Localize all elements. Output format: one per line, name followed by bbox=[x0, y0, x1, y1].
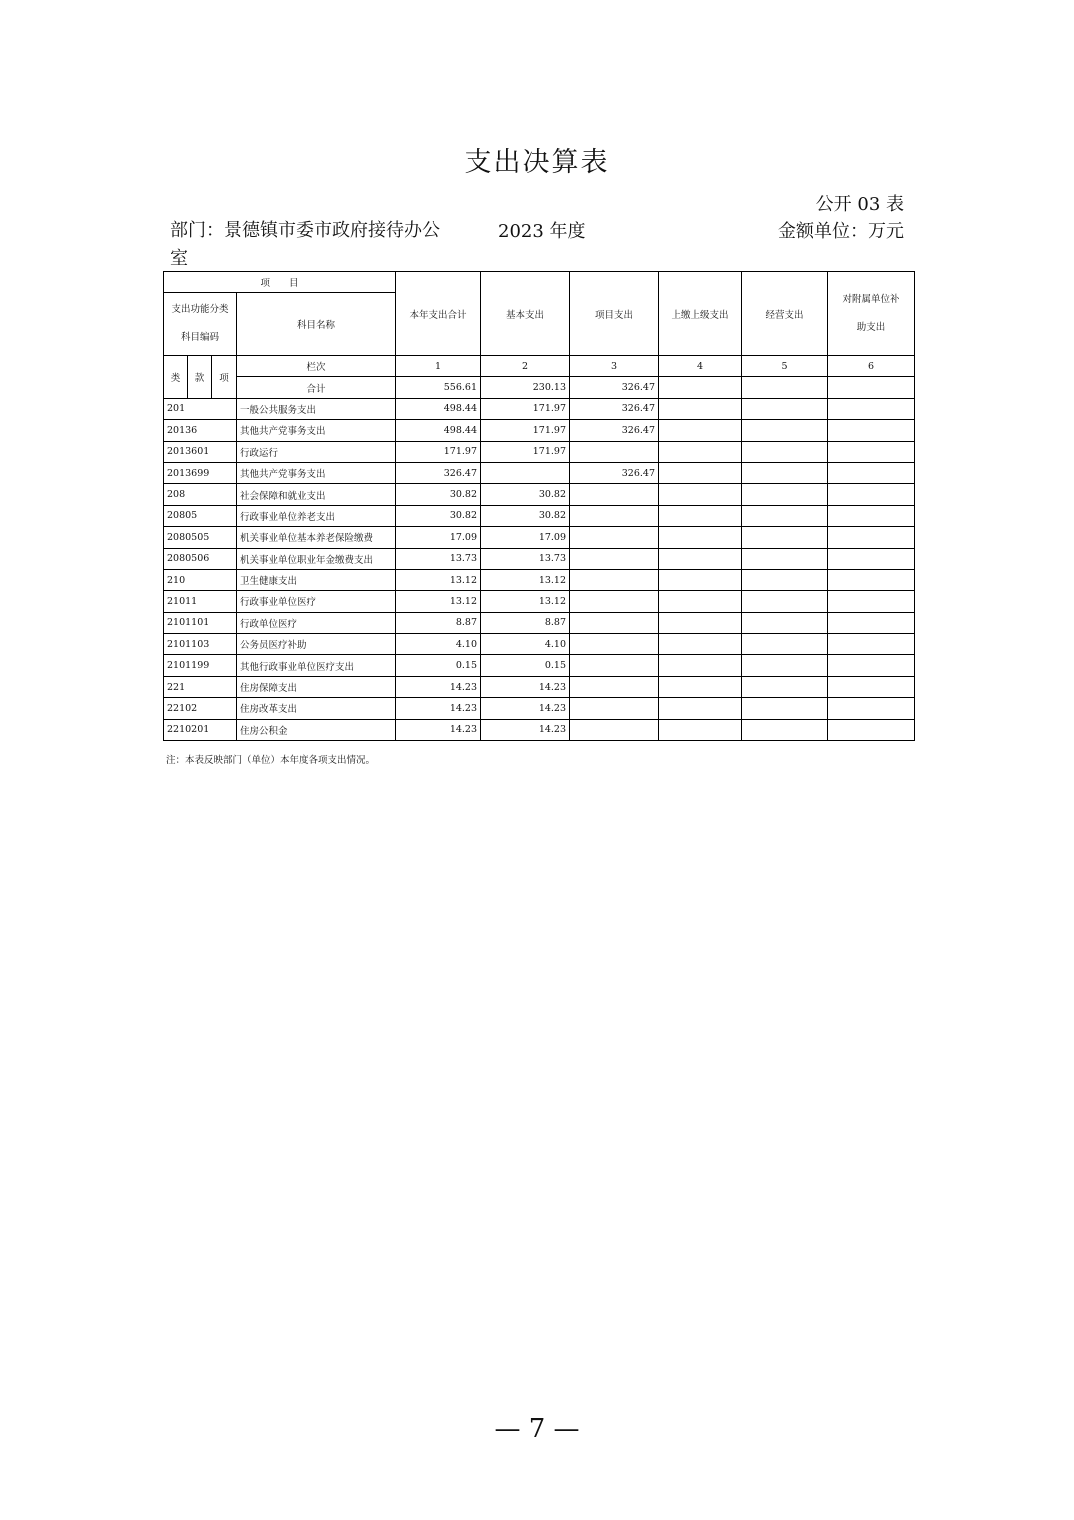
row-value: 171.97 bbox=[481, 420, 570, 441]
total-value: 326.47 bbox=[570, 377, 659, 398]
row-value bbox=[659, 612, 742, 633]
row-name: 机关事业单位职业年金缴费支出 bbox=[237, 548, 396, 569]
row-value: 498.44 bbox=[396, 420, 481, 441]
row-name: 卫生健康支出 bbox=[237, 569, 396, 590]
row-value: 8.87 bbox=[481, 612, 570, 633]
header-subject-name: 科目名称 bbox=[237, 293, 396, 356]
amount-unit: 金额单位：万元 bbox=[778, 221, 904, 242]
row-value: 4.10 bbox=[396, 634, 481, 655]
row-name: 住房改革支出 bbox=[237, 698, 396, 719]
row-value: 14.23 bbox=[396, 676, 481, 697]
total-value: 556.61 bbox=[396, 377, 481, 398]
row-name: 机关事业单位基本养老保险缴费 bbox=[237, 527, 396, 548]
row-value bbox=[828, 527, 915, 548]
total-value bbox=[828, 377, 915, 398]
row-code: 2101103 bbox=[164, 634, 237, 655]
row-code: 2013699 bbox=[164, 462, 237, 483]
row-value: 13.12 bbox=[481, 591, 570, 612]
row-value: 14.23 bbox=[396, 698, 481, 719]
row-value bbox=[659, 548, 742, 569]
row-value bbox=[828, 698, 915, 719]
row-value: 326.47 bbox=[570, 420, 659, 441]
department-label: 部门：景德镇市委市政府接待办公室 bbox=[170, 220, 440, 269]
table-row bbox=[164, 569, 915, 590]
row-code: 20136 bbox=[164, 420, 237, 441]
row-value bbox=[481, 462, 570, 483]
header-col-subsidy: 对附属单位补助支出 bbox=[828, 272, 915, 356]
row-value bbox=[659, 441, 742, 462]
row-value bbox=[570, 719, 659, 740]
row-value bbox=[570, 569, 659, 590]
row-value bbox=[828, 569, 915, 590]
row-value: 171.97 bbox=[481, 398, 570, 419]
table-row bbox=[164, 591, 915, 612]
row-value bbox=[659, 591, 742, 612]
row-value bbox=[828, 676, 915, 697]
row-value bbox=[828, 612, 915, 633]
row-value bbox=[828, 634, 915, 655]
row-code: 221 bbox=[164, 676, 237, 697]
row-value bbox=[828, 420, 915, 441]
row-code: 210 bbox=[164, 569, 237, 590]
header-col-basic: 基本支出 bbox=[481, 272, 570, 356]
header-col-project: 项目支出 bbox=[570, 272, 659, 356]
row-value bbox=[742, 505, 828, 526]
row-value: 30.82 bbox=[396, 484, 481, 505]
fiscal-year: 2023 年度 bbox=[498, 221, 586, 242]
row-value bbox=[570, 612, 659, 633]
table-row bbox=[164, 698, 915, 719]
row-name: 行政运行 bbox=[237, 441, 396, 462]
col-number: 3 bbox=[570, 356, 659, 377]
row-value bbox=[742, 719, 828, 740]
row-value bbox=[828, 655, 915, 676]
header-row-index bbox=[164, 356, 915, 377]
table-row bbox=[164, 420, 915, 441]
header-col-remit: 上缴上级支出 bbox=[659, 272, 742, 356]
row-value bbox=[570, 441, 659, 462]
row-value bbox=[742, 569, 828, 590]
row-value: 13.73 bbox=[396, 548, 481, 569]
row-code: 2013601 bbox=[164, 441, 237, 462]
row-value: 171.97 bbox=[396, 441, 481, 462]
table-row bbox=[164, 719, 915, 740]
row-value bbox=[828, 441, 915, 462]
row-name: 行政单位医疗 bbox=[237, 612, 396, 633]
row-value: 14.23 bbox=[481, 698, 570, 719]
header-col-operating: 经营支出 bbox=[742, 272, 828, 356]
row-name: 一般公共服务支出 bbox=[237, 398, 396, 419]
total-row bbox=[164, 377, 915, 398]
row-value: 13.73 bbox=[481, 548, 570, 569]
row-value bbox=[742, 527, 828, 548]
row-value: 13.12 bbox=[396, 591, 481, 612]
row-value bbox=[742, 420, 828, 441]
col-number: 4 bbox=[659, 356, 742, 377]
row-value bbox=[659, 698, 742, 719]
row-value bbox=[659, 398, 742, 419]
row-value bbox=[828, 591, 915, 612]
row-value bbox=[570, 698, 659, 719]
row-value bbox=[570, 484, 659, 505]
row-value bbox=[570, 505, 659, 526]
row-value bbox=[742, 634, 828, 655]
row-value: 326.47 bbox=[570, 398, 659, 419]
table-body bbox=[164, 272, 915, 741]
row-code: 20805 bbox=[164, 505, 237, 526]
row-value: 0.15 bbox=[396, 655, 481, 676]
total-value bbox=[659, 377, 742, 398]
row-value bbox=[570, 527, 659, 548]
row-value bbox=[742, 591, 828, 612]
table-row bbox=[164, 612, 915, 633]
header-lei: 类 bbox=[164, 356, 188, 399]
page-title: 支出决算表 bbox=[464, 147, 610, 178]
row-code: 22102 bbox=[164, 698, 237, 719]
row-value: 326.47 bbox=[570, 462, 659, 483]
table-row bbox=[164, 548, 915, 569]
form-number: 公开 03 表 bbox=[815, 194, 904, 215]
row-value: 14.23 bbox=[481, 719, 570, 740]
row-value bbox=[828, 484, 915, 505]
table-row bbox=[164, 398, 915, 419]
row-value bbox=[659, 569, 742, 590]
row-value bbox=[742, 676, 828, 697]
table-row bbox=[164, 441, 915, 462]
total-value bbox=[742, 377, 828, 398]
row-value bbox=[659, 634, 742, 655]
col-number: 6 bbox=[828, 356, 915, 377]
row-value bbox=[742, 655, 828, 676]
row-name: 社会保障和就业支出 bbox=[237, 484, 396, 505]
table-row bbox=[164, 505, 915, 526]
header-col-total: 本年支出合计 bbox=[396, 272, 481, 356]
row-value bbox=[659, 484, 742, 505]
col-number: 1 bbox=[396, 356, 481, 377]
col-number: 2 bbox=[481, 356, 570, 377]
row-value bbox=[659, 527, 742, 548]
row-value bbox=[742, 612, 828, 633]
row-name: 其他共产党事务支出 bbox=[237, 462, 396, 483]
row-value: 17.09 bbox=[481, 527, 570, 548]
row-name: 住房公积金 bbox=[237, 719, 396, 740]
total-label: 合计 bbox=[237, 377, 396, 398]
expenditure-table bbox=[163, 271, 915, 741]
row-value bbox=[828, 462, 915, 483]
row-value: 4.10 bbox=[481, 634, 570, 655]
row-value: 14.23 bbox=[396, 719, 481, 740]
row-code: 2210201 bbox=[164, 719, 237, 740]
row-name: 公务员医疗补助 bbox=[237, 634, 396, 655]
row-value bbox=[570, 655, 659, 676]
row-value bbox=[742, 441, 828, 462]
row-name: 住房保障支出 bbox=[237, 676, 396, 697]
header-col-index-label: 栏次 bbox=[237, 356, 396, 377]
row-value bbox=[659, 719, 742, 740]
table-row bbox=[164, 462, 915, 483]
row-value bbox=[828, 505, 915, 526]
row-value bbox=[742, 698, 828, 719]
table-row bbox=[164, 527, 915, 548]
row-value bbox=[659, 462, 742, 483]
row-value: 14.23 bbox=[481, 676, 570, 697]
row-value bbox=[828, 548, 915, 569]
row-value: 498.44 bbox=[396, 398, 481, 419]
row-value bbox=[570, 676, 659, 697]
row-value: 13.12 bbox=[481, 569, 570, 590]
row-value bbox=[742, 484, 828, 505]
row-value: 8.87 bbox=[396, 612, 481, 633]
header-row-1 bbox=[164, 272, 915, 293]
row-value: 30.82 bbox=[481, 505, 570, 526]
row-value bbox=[742, 462, 828, 483]
header-xiang: 项 bbox=[212, 356, 237, 399]
row-name: 行政事业单位医疗 bbox=[237, 591, 396, 612]
table-row bbox=[164, 655, 915, 676]
row-code: 208 bbox=[164, 484, 237, 505]
row-value: 30.82 bbox=[396, 505, 481, 526]
header-code-group: 支出功能分类 科目编码 bbox=[164, 293, 237, 356]
table-row bbox=[164, 634, 915, 655]
row-value: 326.47 bbox=[396, 462, 481, 483]
row-code: 21011 bbox=[164, 591, 237, 612]
row-value bbox=[659, 676, 742, 697]
row-value: 30.82 bbox=[481, 484, 570, 505]
row-value: 0.15 bbox=[481, 655, 570, 676]
row-value bbox=[570, 634, 659, 655]
row-value: 171.97 bbox=[481, 441, 570, 462]
header-item: 项 目 bbox=[164, 272, 396, 293]
row-code: 2080506 bbox=[164, 548, 237, 569]
row-value bbox=[828, 398, 915, 419]
row-value: 17.09 bbox=[396, 527, 481, 548]
table-note: 注：本表反映部门（单位）本年度各项支出情况。 bbox=[166, 755, 376, 766]
total-value: 230.13 bbox=[481, 377, 570, 398]
header-kuan: 款 bbox=[188, 356, 212, 399]
row-value bbox=[659, 655, 742, 676]
row-value bbox=[742, 548, 828, 569]
page-number: — 7 — bbox=[494, 1414, 580, 1444]
row-value bbox=[742, 398, 828, 419]
row-code: 2101199 bbox=[164, 655, 237, 676]
table-row bbox=[164, 484, 915, 505]
row-value bbox=[659, 505, 742, 526]
table-row bbox=[164, 676, 915, 697]
row-code: 2080505 bbox=[164, 527, 237, 548]
row-value bbox=[659, 420, 742, 441]
row-name: 其他行政事业单位医疗支出 bbox=[237, 655, 396, 676]
row-value bbox=[570, 591, 659, 612]
col-number: 5 bbox=[742, 356, 828, 377]
row-code: 2101101 bbox=[164, 612, 237, 633]
row-name: 行政事业单位养老支出 bbox=[237, 505, 396, 526]
row-value bbox=[570, 548, 659, 569]
row-name: 其他共产党事务支出 bbox=[237, 420, 396, 441]
row-value: 13.12 bbox=[396, 569, 481, 590]
row-value bbox=[828, 719, 915, 740]
row-code: 201 bbox=[164, 398, 237, 419]
